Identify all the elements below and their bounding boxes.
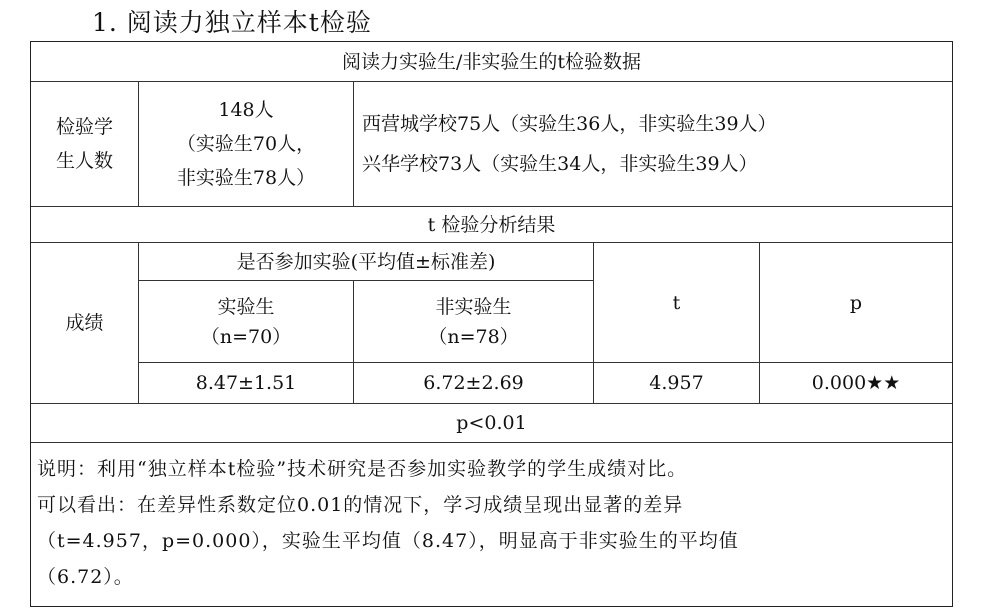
exp-group-cell	[139, 281, 354, 363]
t-test-table	[30, 41, 953, 607]
explanation-note	[31, 443, 952, 607]
table-title: 阅读力实验生/非实验生的t检验数据	[31, 42, 952, 82]
significance-cell: p<0.01	[31, 404, 952, 443]
count-label-line-2: 生人数	[55, 150, 113, 172]
total-count-cell	[139, 82, 354, 207]
ctrl-group-cell	[354, 281, 594, 363]
exp-value-cell: 8.47±1.51	[139, 363, 354, 404]
school-line-1: 西营城学校75人（实验生36人，非实验生39人）	[362, 113, 777, 135]
school-breakdown-cell	[354, 82, 952, 207]
school-line-2: 兴华学校73人（实验生34人，非实验生39人）	[362, 153, 758, 175]
result-title: t 检验分析结果	[31, 207, 952, 243]
exp-group-n: （n=70）	[200, 325, 292, 348]
total-count-line-2: （实验生70人，	[176, 133, 316, 155]
p-value-cell: 0.000★★	[760, 363, 952, 404]
section-heading: 1. 阅读力独立样本t检验	[92, 8, 372, 37]
score-label-cell: 成绩	[31, 243, 139, 404]
total-count-line-3: 非实验生78人）	[176, 167, 316, 189]
note-line-1: 说明：利用“独立样本t检验”技术研究是否参加实验教学的学生成绩对比。	[37, 458, 688, 480]
count-label-line-1: 检验学	[55, 116, 113, 138]
t-header-cell: t	[594, 243, 760, 363]
group-header-cell: 是否参加实验(平均值±标准差)	[139, 243, 594, 281]
note-line-2: 可以看出：在差异性系数定位0.01的情况下，学习成绩呈现出显著的差异	[37, 494, 684, 516]
total-count-line-1: 148人	[218, 99, 274, 121]
note-line-4: （6.72）。	[37, 566, 134, 588]
p-header-cell: p	[760, 243, 952, 363]
ctrl-group-n: （n=78）	[428, 325, 519, 348]
ctrl-value-cell: 6.72±2.69	[354, 363, 594, 404]
t-value-cell: 4.957	[594, 363, 760, 404]
ctrl-group-label: 非实验生	[435, 295, 512, 318]
note-line-3: （t=4.957，p=0.000），实验生平均值（8.47），明显高于非实验生的平均值	[37, 530, 739, 552]
exp-group-label: 实验生	[217, 295, 275, 318]
count-label-cell	[31, 82, 139, 207]
